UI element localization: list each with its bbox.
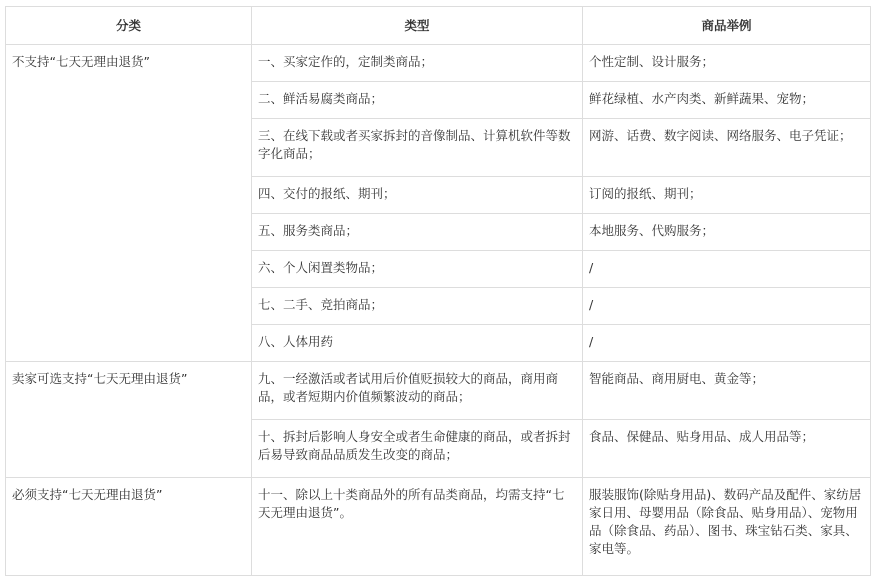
table-row	[6, 478, 871, 576]
examples-cell: 鲜花绿植、水产肉类、新鲜蔬果、宠物；	[583, 82, 871, 119]
examples-cell: 服装服饰(除贴身用品)、数码产品及配件、家纺居家日用、母婴用品（除食品、贴身用品）、宠物用品（除食品、药品）、图书、珠宝钻石类、家具、家电等。	[583, 478, 871, 576]
table-row	[6, 362, 871, 420]
examples-cell: 订阅的报纸、期刊；	[583, 177, 871, 214]
header-category: 分类	[6, 7, 252, 45]
header-row	[6, 7, 871, 45]
type-cell: 四、交付的报纸、期刊；	[252, 177, 583, 214]
examples-cell: 个性定制、设计服务；	[583, 45, 871, 82]
type-cell: 九、一经激活或者试用后价值贬损较大的商品，商用商品，或者短期内价值频繁波动的商品；	[252, 362, 583, 420]
category-cell: 卖家可选支持“七天无理由退货”	[6, 362, 252, 478]
type-cell: 十、拆封后影响人身安全或者生命健康的商品，或者拆封后易导致商品品质发生改变的商品；	[252, 420, 583, 478]
header-type: 类型	[252, 7, 583, 45]
type-cell: 一、买家定作的，定制类商品；	[252, 45, 583, 82]
type-cell: 十一、除以上十类商品外的所有品类商品，均需支持“七天无理由退货”。	[252, 478, 583, 576]
type-cell: 二、鲜活易腐类商品；	[252, 82, 583, 119]
examples-cell: /	[583, 288, 871, 325]
examples-cell: 食品、保健品、贴身用品、成人用品等；	[583, 420, 871, 478]
header-examples: 商品举例	[583, 7, 871, 45]
type-cell: 三、在线下载或者买家拆封的音像制品、计算机软件等数字化商品；	[252, 119, 583, 177]
examples-cell: 网游、话费、数字阅读、网络服务、电子凭证；	[583, 119, 871, 177]
return-policy-table	[5, 6, 871, 576]
type-cell: 八、人体用药	[252, 325, 583, 362]
type-cell: 七、二手、竞拍商品；	[252, 288, 583, 325]
type-cell: 五、服务类商品；	[252, 214, 583, 251]
table-row	[6, 45, 871, 82]
examples-cell: /	[583, 251, 871, 288]
examples-cell: 智能商品、商用厨电、黄金等；	[583, 362, 871, 420]
examples-cell: /	[583, 325, 871, 362]
examples-cell: 本地服务、代购服务；	[583, 214, 871, 251]
type-cell: 六、个人闲置类物品；	[252, 251, 583, 288]
category-cell: 必须支持“七天无理由退货”	[6, 478, 252, 576]
category-cell: 不支持“七天无理由退货”	[6, 45, 252, 362]
